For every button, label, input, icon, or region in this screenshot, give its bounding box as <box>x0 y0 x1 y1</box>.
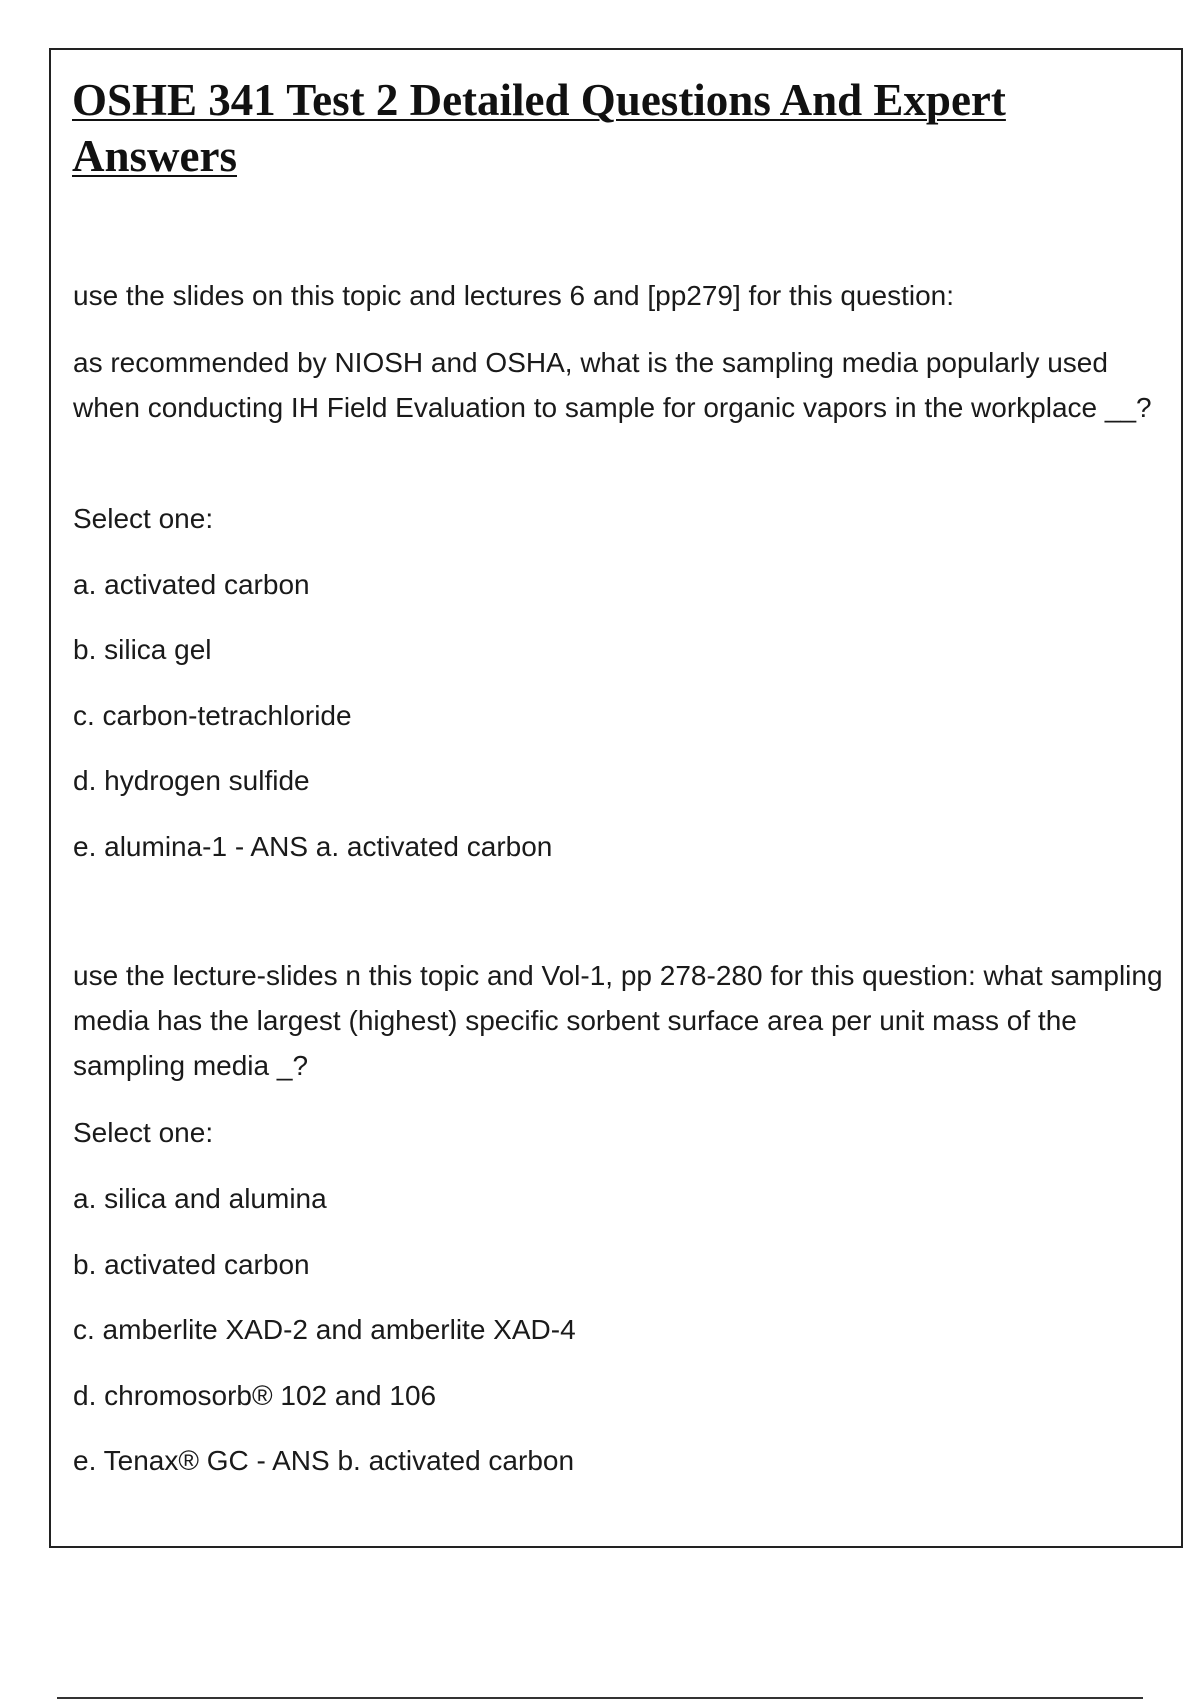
question-2-select-label: Select one: <box>73 1117 214 1148</box>
document-title: OSHE 341 Test 2 Detailed Questions And Expert Answers <box>72 75 1006 181</box>
question-1-option-c: c. carbon-tetrachloride <box>73 700 352 731</box>
question-1-prompt: as recommended by NIOSH and OSHA, what is the sampling media popularly used when conducting IH Field Evaluation to sample for organic vapors in the workplace __? <box>73 347 1152 423</box>
footer-divider <box>57 1697 1143 1699</box>
question-1-option-e-answer: e. alumina-1 - ANS a. activated carbon <box>73 831 553 862</box>
question-2-option-b: b. activated carbon <box>73 1249 310 1280</box>
question-1-option-b: b. silica gel <box>73 634 212 665</box>
question-1-option-a: a. activated carbon <box>73 569 310 600</box>
question-1-intro: use the slides on this topic and lectures 6 and [pp279] for this question: <box>73 280 955 311</box>
question-2-option-c: c. amberlite XAD-2 and amberlite XAD-4 <box>73 1314 576 1345</box>
question-2-option-d: d. chromosorb® 102 and 106 <box>73 1380 437 1411</box>
question-1-option-d: d. hydrogen sulfide <box>73 765 310 796</box>
question-2-option-e-answer: e. Tenax® GC - ANS b. activated carbon <box>73 1445 575 1476</box>
question-1-select-label: Select one: <box>73 503 214 534</box>
question-2-prompt: use the lecture-slides n this topic and Vol-1, pp 278-280 for this question: what sampling media has the largest (highest) specific sorbent surface area per unit mass of the sampling media _? <box>73 960 1163 1081</box>
question-2-option-a: a. silica and alumina <box>73 1183 327 1214</box>
